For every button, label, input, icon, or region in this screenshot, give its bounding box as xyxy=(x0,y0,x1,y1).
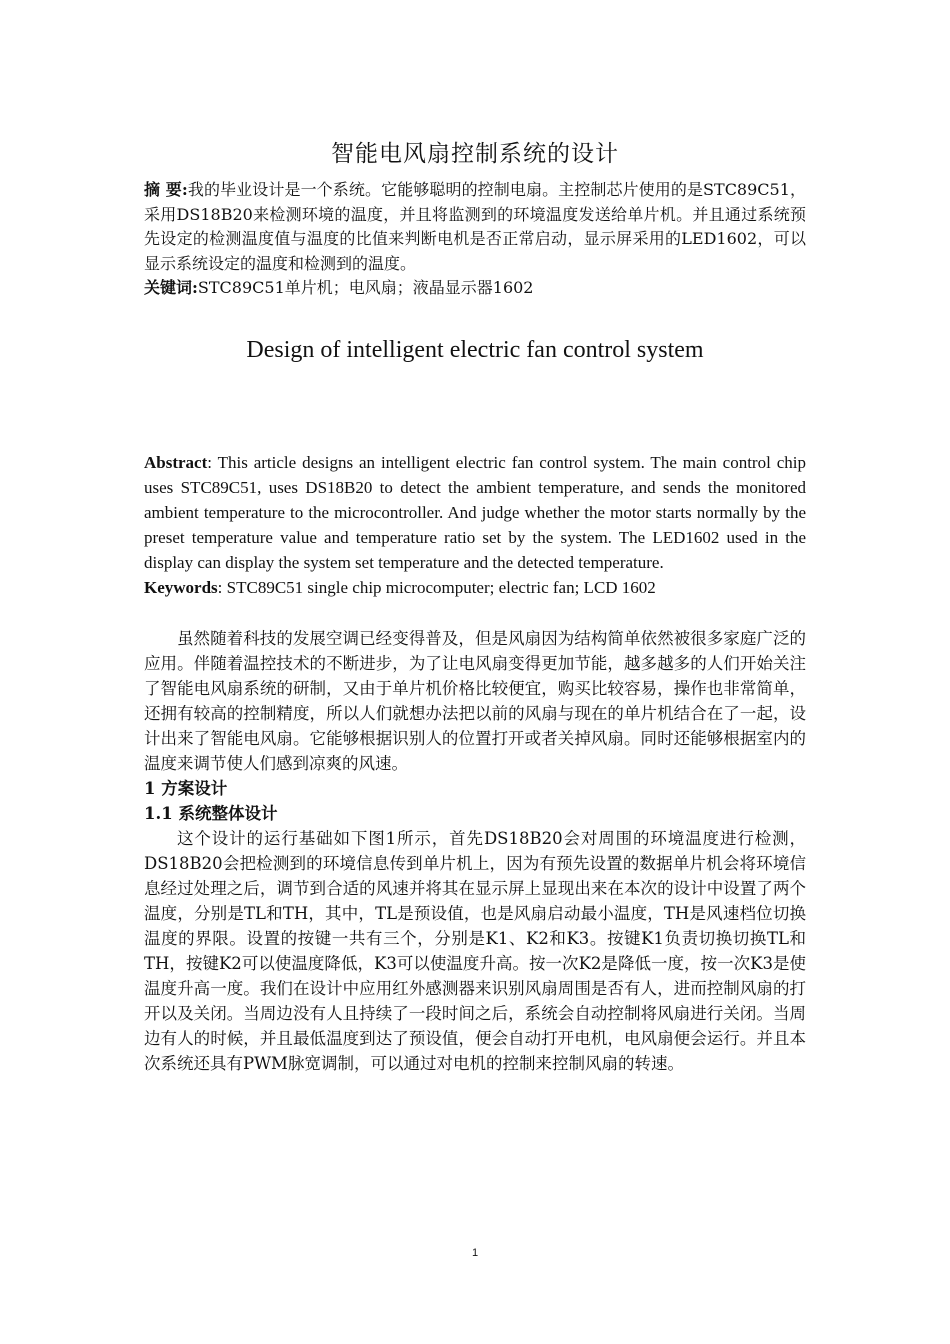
english-keywords xyxy=(144,575,806,600)
section-heading-1: 1 方案设计 xyxy=(144,778,228,798)
english-title: Design of intelligent electric fan control system xyxy=(246,336,704,363)
design-paragraph: 这个设计的运行基础如下图1所示，首先DS18B20会对周围的环境温度进行检测，DS18B20会把检测到的环境信息传到单片机上，因为有预先设置的数据单片机会将环境信息经过处理之后，调节到合适的风速并将其在显示屏上显现出来在本次的设计中设置了两个温度，分别是TL和TH，其中，TL是预设值，也是风扇启动最小温度，TH是风速档位切换温度的界限。设置的按键一共有三个，分别是K1、K2和K3。按键K1负责切换切换TL和TH，按键K2可以使温度降低，K3可以使温度升高。按一次K2是降低一度，按一次K3是使温度升高一度。我们在设计中应用红外感测器来识别风扇周围是否有人，进而控制风扇的打开以及关闭。当周边没有人且持续了一段时间之后，系统会自动控制将风扇进行关闭。当周边有人的时候，并且最低温度到达了预设值，便会自动打开电机，电风扇便会运行。并且本次系统还具有PWM脉宽调制，可以通过对电机的控制来控制风扇的转速。 xyxy=(144,828,806,1073)
chinese-abstract-label: 摘 要: xyxy=(144,180,188,199)
page-number: 1 xyxy=(471,1247,479,1259)
english-abstract xyxy=(144,450,806,575)
english-keywords-text: : STC89C51 single chip microcomputer; electric fan; LCD 1602 xyxy=(217,577,656,597)
english-abstract-text: : This article designs an intelligent electric fan control system. The main control chip uses STC89C51, uses DS18B20 to detect the ambient temperature, and sends the monitored ambient temperature to the microcontroller. And judge whether the motor starts normally by the preset temperature value and temperature ratio set by the system. The LED1602 used in the display can display the system set temperature and the detected temperature. xyxy=(144,452,806,572)
chinese-abstract-text: 我的毕业设计是一个系统。它能够聪明的控制电扇。主控制芯片使用的是STC89C51，采用DS18B20来检测环境的温度，并且将监测到的环境温度发送给单片机。并且通过系统预先设定的检测温度值与温度的比值来判断电机是否正常启动，显示屏采用的LED1602，可以显示系统设定的温度和检测到的温度。 xyxy=(144,180,806,273)
chinese-keywords xyxy=(144,276,806,301)
chinese-keywords-label: 关键词: xyxy=(144,278,198,297)
intro-paragraph: 虽然随着科技的发展空调已经变得普及，但是风扇因为结构简单依然被很多家庭广泛的应用。伴随着温控技术的不断进步，为了让电风扇变得更加节能，越多越多的人们开始关注了智能电风扇系统的研制，又由于单片机价格比较便宜，购买比较容易，操作也非常简单，还拥有较高的控制精度，所以人们就想办法把以前的风扇与现在的单片机结合在了一起，设计出来了智能电风扇。它能够根据识别人的位置打开或者关掉风扇。同时还能够根据室内的温度来调节使人们感到凉爽的风速。 xyxy=(144,628,806,773)
chinese-keywords-text: STC89C51单片机；电风扇；液晶显示器1602 xyxy=(197,278,534,297)
page-content xyxy=(144,135,806,1076)
english-keywords-label: Keywords xyxy=(144,577,218,597)
chinese-abstract xyxy=(144,178,806,276)
chinese-title: 智能电风扇控制系统的设计 xyxy=(331,141,619,167)
english-abstract-label: Abstract xyxy=(144,452,208,472)
section-heading-1-1: 1.1 系统整体设计 xyxy=(144,803,278,823)
